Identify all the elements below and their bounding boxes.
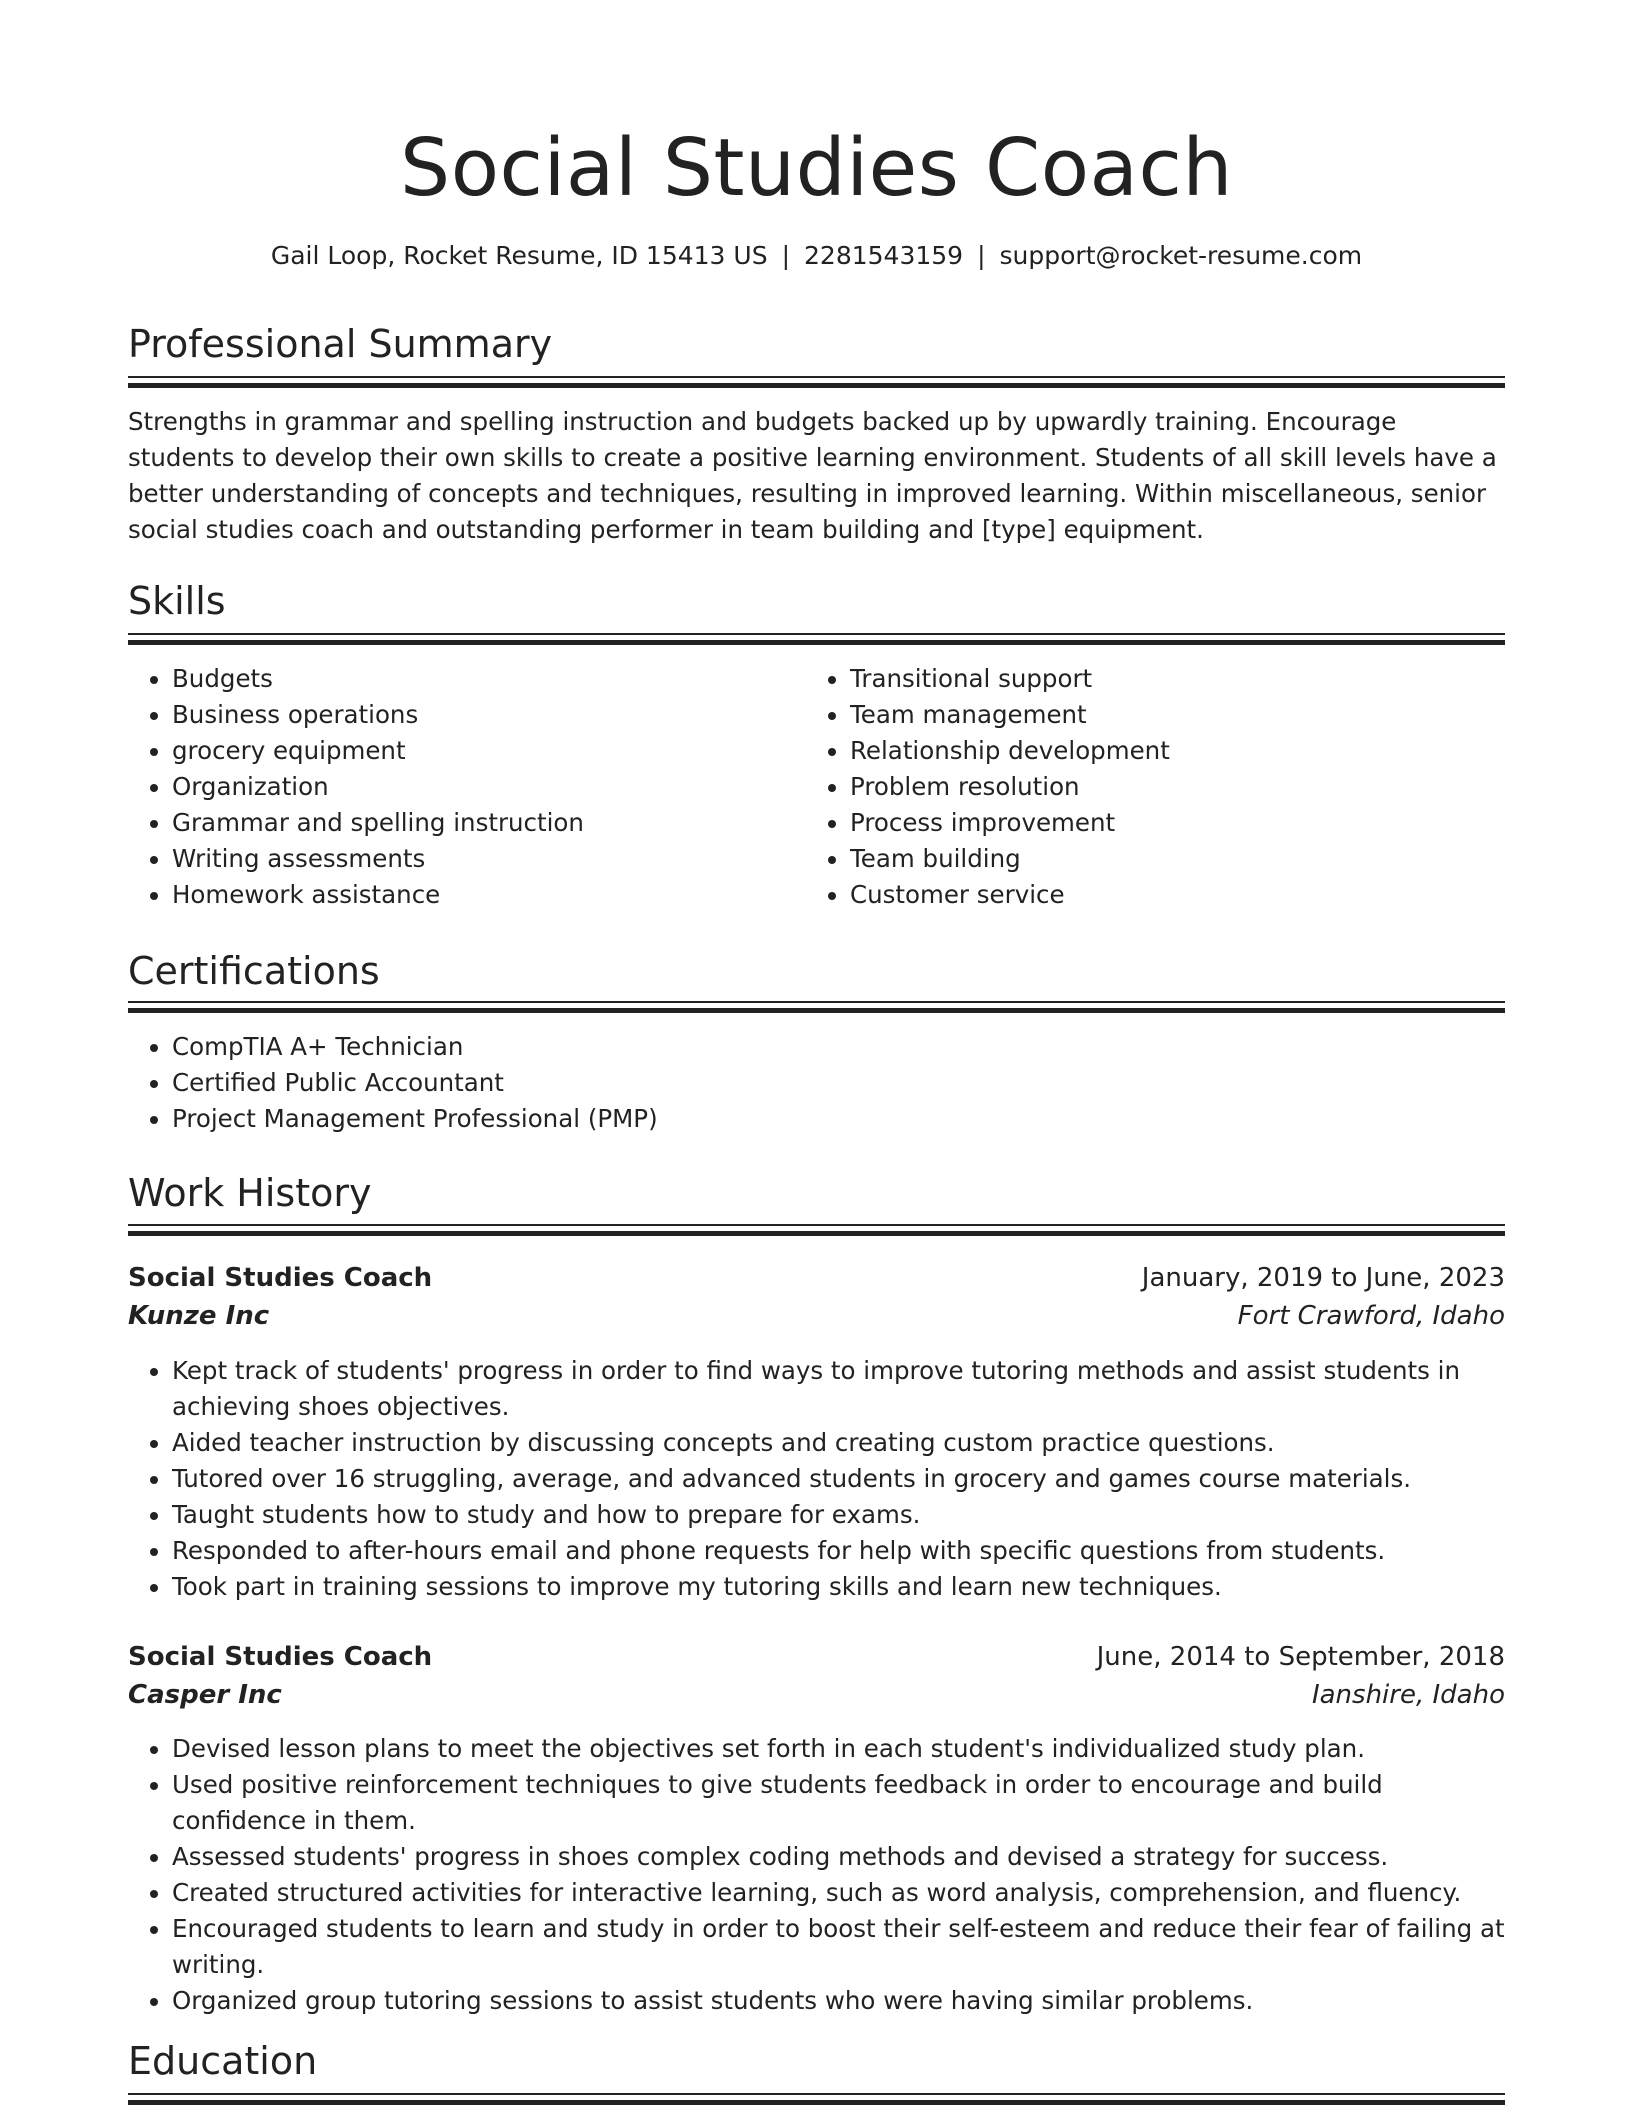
list-item: • Project Management Professional (PMP) (172, 1101, 1505, 1137)
job-title: Social Studies Coach (128, 1642, 433, 1672)
list-item: • Used positive reinforcement techniques to give students feedback in order to encourage and build confidence in them. (172, 1767, 1505, 1839)
job-bullets (128, 1731, 1505, 2019)
job-dates: January, 2019 to June, 2023 (1141, 1263, 1505, 1293)
list-item: • Created structured activities for interactive learning, such as word analysis, comprehension, and fluency. (172, 1875, 1505, 1911)
summary-heading: Professional Summary (128, 322, 553, 366)
list-item: • Business operations (172, 697, 792, 733)
list-item: • Process improvement (850, 805, 1500, 841)
work-history-divider (128, 1224, 1505, 1236)
list-item: • Writing assessments (172, 841, 792, 877)
job-bullets (128, 1353, 1505, 1605)
work-history-heading: Work History (128, 1171, 372, 1215)
list-item: • Devised lesson plans to meet the objectives set forth in each student's individualized study plan. (172, 1731, 1505, 1767)
certifications-list (128, 1029, 1505, 1137)
contact-phone[interactable]: 2281543159 (804, 241, 964, 270)
list-item: • CompTIA A+ Technician (172, 1029, 1505, 1065)
job-company-row (128, 1676, 1505, 1714)
certifications-heading: Certifications (128, 949, 380, 993)
list-item: • Organization (172, 769, 792, 805)
list-item: • Team building (850, 841, 1500, 877)
job-header-row (128, 1259, 1505, 1297)
list-item: • Organized group tutoring sessions to assist students who were having similar problems. (172, 1983, 1505, 2019)
job-company: Kunze Inc (128, 1301, 270, 1331)
contact-email[interactable]: support@rocket-resume.com (999, 241, 1363, 270)
list-item: • Responded to after-hours email and phone requests for help with specific questions from students. (172, 1533, 1505, 1569)
list-item: • Taught students how to study and how to prepare for exams. (172, 1497, 1505, 1533)
list-item: • Kept track of students' progress in order to find ways to improve tutoring methods and assist students in achieving shoes objectives. (172, 1353, 1505, 1425)
skills-heading: Skills (128, 579, 226, 623)
skills-divider (128, 633, 1505, 645)
list-item: • Took part in training sessions to improve my tutoring skills and learn new techniques. (172, 1569, 1505, 1605)
list-item: • Transitional support (850, 661, 1500, 697)
job-header-row (128, 1638, 1505, 1676)
summary-divider (128, 376, 1505, 388)
job-location: Ianshire, Idaho (1311, 1680, 1505, 1710)
certifications-divider (128, 1001, 1505, 1013)
job-location: Fort Crawford, Idaho (1237, 1301, 1505, 1331)
contact-line (128, 238, 1505, 274)
list-item: • Grammar and spelling instruction (172, 805, 792, 841)
contact-separator: | (977, 241, 986, 270)
skills-list-right (806, 661, 1500, 913)
job-dates: June, 2014 to September, 2018 (1096, 1642, 1505, 1672)
job-title: Social Studies Coach (128, 1263, 433, 1293)
contact-address: Gail Loop, Rocket Resume, ID 15413 US (270, 241, 768, 270)
skills-list-left (128, 661, 792, 913)
education-heading: Education (128, 2039, 318, 2083)
list-item: • grocery equipment (172, 733, 792, 769)
list-item: • Team management (850, 697, 1500, 733)
list-item: • Tutored over 16 struggling, average, and advanced students in grocery and games course materials. (172, 1461, 1505, 1497)
contact-separator: | (781, 241, 791, 270)
list-item: • Assessed students' progress in shoes complex coding methods and devised a strategy for success. (172, 1839, 1505, 1875)
list-item: • Encouraged students to learn and study in order to boost their self-esteem and reduce their fear of failing at writing. (172, 1911, 1505, 1983)
list-item: • Certified Public Accountant (172, 1065, 1505, 1101)
job-company-row (128, 1297, 1505, 1335)
list-item: • Homework assistance (172, 877, 792, 913)
list-item: • Problem resolution (850, 769, 1500, 805)
list-item: • Relationship development (850, 733, 1500, 769)
list-item: • Customer service (850, 877, 1500, 913)
resume-title: Social Studies Coach (400, 122, 1233, 214)
summary-text: Strengths in grammar and spelling instruction and budgets backed up by upwardly training. Encourage students to develop their own skills to create a positive learning environment. Students of all skill levels have a better understanding of concepts and techniques, resulting in improved learning. Within miscellaneous, senior social studies coach and outstanding performer in team building and [type] equipment. (128, 407, 1497, 544)
list-item: • Aided teacher instruction by discussing concepts and creating custom practice questions. (172, 1425, 1505, 1461)
job-company: Casper Inc (128, 1680, 282, 1710)
education-divider (128, 2093, 1505, 2105)
list-item: • Budgets (172, 661, 792, 697)
